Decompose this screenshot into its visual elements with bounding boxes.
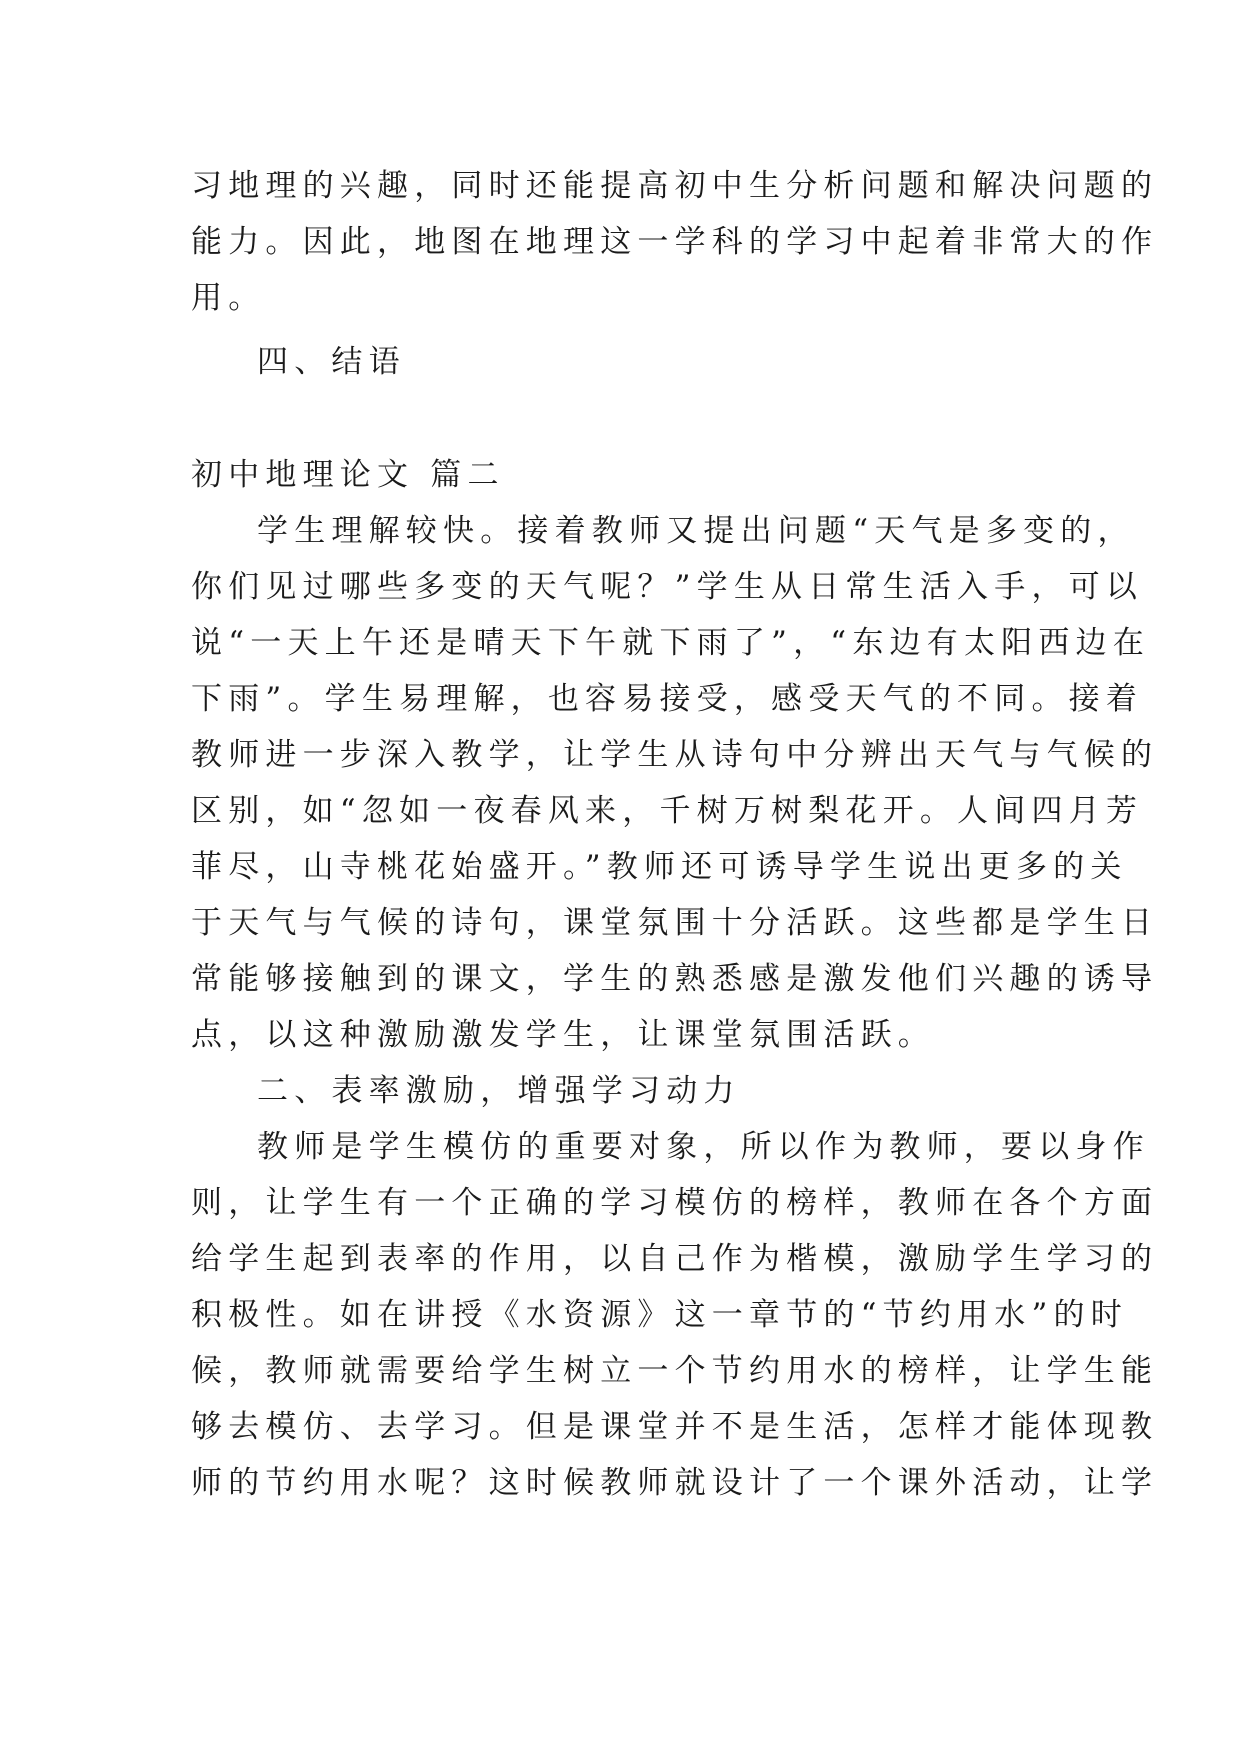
paragraph-line: 下雨”。学生易理解，也容易接受，感受天气的不同。接着	[191, 681, 1144, 717]
paragraph-line: 用。	[191, 280, 266, 316]
paragraph-line: 学生理解较快。接着教师又提出问题“天气是多变的，	[257, 513, 1135, 549]
paragraph-line: 能力。因此，地图在地理这一学科的学习中起着非常大的作	[191, 224, 1159, 260]
paragraph-line: 师的节约用水呢？这时候教师就设计了一个课外活动，让学	[191, 1465, 1159, 1501]
article-title: 初中地理论文 篇二	[191, 457, 505, 493]
paragraph-line: 于天气与气候的诗句，课堂氛围十分活跃。这些都是学生日	[191, 905, 1159, 941]
paragraph-line: 常能够接触到的课文，学生的熟悉感是激发他们兴趣的诱导	[191, 961, 1159, 997]
section-heading: 四、结语	[257, 344, 406, 380]
paragraph-line: 点，以这种激励激发学生，让课堂氛围活跃。	[191, 1017, 935, 1053]
paragraph-line: 则，让学生有一个正确的学习模仿的榜样，教师在各个方面	[191, 1185, 1159, 1221]
paragraph-line: 习地理的兴趣，同时还能提高初中生分析问题和解决问题的	[191, 168, 1159, 204]
paragraph-line: 给学生起到表率的作用，以自己作为楷模，激励学生学习的	[191, 1241, 1159, 1277]
paragraph-line: 你们见过哪些多变的天气呢？”学生从日常生活入手，可以	[191, 569, 1144, 605]
paragraph-line: 候，教师就需要给学生树立一个节约用水的榜样，让学生能	[191, 1353, 1159, 1389]
paragraph-line: 说“一天上午还是晴天下午就下雨了”，“东边有太阳西边在	[191, 625, 1150, 661]
paragraph-line: 教师是学生模仿的重要对象，所以作为教师，要以身作	[257, 1129, 1150, 1165]
paragraph-line: 区别，如“忽如一夜春风来，千树万树梨花开。人间四月芳	[191, 793, 1144, 829]
paragraph-line: 教师进一步深入教学，让学生从诗句中分辨出天气与气候的	[191, 737, 1159, 773]
section-heading: 二、表率激励，增强学习动力	[257, 1073, 741, 1109]
paragraph-line: 菲尽，山寺桃花始盛开。”教师还可诱导学生说出更多的关	[191, 849, 1128, 885]
paragraph-line: 积极性。如在讲授《水资源》这一章节的“节约用水”的时	[191, 1297, 1128, 1333]
paragraph-line: 够去模仿、去学习。但是课堂并不是生活，怎样才能体现教	[191, 1409, 1159, 1445]
